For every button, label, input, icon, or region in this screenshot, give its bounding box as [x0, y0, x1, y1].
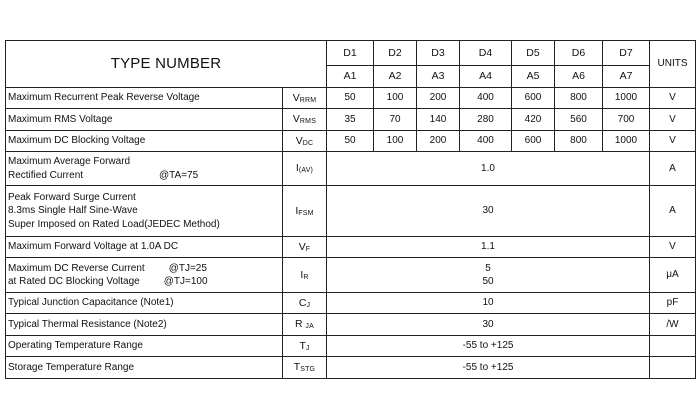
- merged-value-cell: 30: [327, 186, 650, 237]
- symbol-letter: T: [299, 339, 306, 352]
- parameter-line-with-condition: [8, 275, 282, 289]
- part-number-cell: D7: [603, 41, 650, 66]
- table-row: [6, 131, 696, 152]
- value-cell: 1000: [603, 88, 650, 109]
- symbol-letter: T: [293, 361, 301, 374]
- parameter-label: [6, 186, 283, 237]
- part-number-cell: A6: [555, 66, 603, 88]
- table-row: [6, 336, 696, 357]
- value-cell: 600: [512, 131, 555, 152]
- symbol-cell: [283, 131, 327, 152]
- value-cell: 400: [460, 131, 512, 152]
- symbol-letter: V: [292, 91, 300, 104]
- parameter-line: 8.3ms Single Half Sine-Wave: [8, 205, 138, 217]
- parameter-label: Operating Temperature Range: [6, 336, 283, 357]
- table-row: [6, 109, 696, 131]
- parameter-line: Peak Forward Surge Current: [8, 191, 136, 203]
- value-cell: 200: [417, 88, 460, 109]
- value-cell: 420: [512, 109, 555, 131]
- value-cell: 35: [327, 109, 374, 131]
- symbol-subscript: DC: [302, 139, 314, 147]
- value-line: 50: [482, 276, 494, 287]
- parameter-label: Maximum Recurrent Peak Reverse Voltage: [6, 88, 283, 109]
- parameter-line: Maximum DC Reverse Current: [8, 262, 145, 274]
- table-row: [6, 88, 696, 109]
- unit-cell: /W: [650, 314, 696, 336]
- symbol-cell: [283, 258, 327, 293]
- parameter-line: Super Imposed on Rated Load(JEDEC Method): [8, 218, 220, 230]
- parameter-line: Maximum Average Forward: [8, 156, 131, 167]
- symbol-subscript: J: [306, 301, 311, 309]
- symbol-subscript: FSM: [298, 209, 314, 217]
- part-number-cell: D6: [555, 41, 603, 66]
- value-cell: 800: [555, 131, 603, 152]
- part-number-cell: A7: [603, 66, 650, 88]
- merged-value-cell: 1.1: [327, 237, 650, 258]
- parameter-label: [6, 258, 283, 293]
- symbol-cell: [283, 109, 327, 131]
- symbol-letter: I: [295, 204, 299, 217]
- value-cell: 1000: [603, 131, 650, 152]
- units-heading: UNITS: [650, 41, 696, 88]
- part-number-cell: D3: [417, 41, 460, 66]
- parameter-line-with-condition: [8, 262, 282, 276]
- part-number-cell: A1: [327, 66, 374, 88]
- symbol-cell: [283, 88, 327, 109]
- value-cell: 700: [603, 109, 650, 131]
- value-line: 5: [485, 262, 491, 274]
- part-number-cell: A2: [374, 66, 417, 88]
- symbol-cell: [283, 314, 327, 336]
- parameter-label: Storage Temperature Range: [6, 357, 283, 379]
- parameter-label: Maximum DC Blocking Voltage: [6, 131, 283, 152]
- parameter-line: Rectified Current: [8, 169, 84, 181]
- symbol-subscript: R: [303, 273, 309, 281]
- value-cell: 400: [460, 88, 512, 109]
- table-row: [6, 293, 696, 314]
- part-number-cell: D5: [512, 41, 555, 66]
- parameter-label: [6, 152, 283, 186]
- unit-cell: V: [650, 88, 696, 109]
- unit-cell: [650, 357, 696, 379]
- value-cell: 600: [512, 88, 555, 109]
- test-condition: @TJ=100: [163, 276, 208, 287]
- test-condition: @TJ=25: [168, 262, 207, 274]
- merged-value-cell: [327, 258, 650, 293]
- parameter-label: Typical Junction Capacitance (Note1): [6, 293, 283, 314]
- unit-cell: V: [650, 131, 696, 152]
- value-cell: 50: [327, 88, 374, 109]
- symbol-subscript: STG: [300, 366, 316, 374]
- symbol-cell: [283, 237, 327, 258]
- unit-cell: [650, 336, 696, 357]
- value-cell: 70: [374, 109, 417, 131]
- value-cell: 280: [460, 109, 512, 131]
- part-number-cell: D2: [374, 41, 417, 66]
- symbol-cell: [283, 357, 327, 379]
- table-row: [6, 237, 696, 258]
- value-cell: 140: [417, 109, 460, 131]
- symbol-subscript: RRM: [299, 96, 317, 104]
- symbol-cell: [283, 186, 327, 237]
- parameter-label: Typical Thermal Resistance (Note2): [6, 314, 283, 336]
- part-number-cell: A5: [512, 66, 555, 88]
- parameter-line: at Rated DC Blocking Voltage: [8, 276, 140, 287]
- merged-value-cell: 1.0: [327, 152, 650, 186]
- part-number-cell: D1: [327, 41, 374, 66]
- symbol-letter: C: [298, 296, 307, 309]
- symbol-letter: R: [295, 318, 303, 331]
- symbol-subscript: (AV): [298, 167, 314, 175]
- parameter-label: Maximum RMS Voltage: [6, 109, 283, 131]
- value-cell: 100: [374, 88, 417, 109]
- symbol-subscript: JA: [305, 323, 314, 331]
- symbol-letter: V: [295, 134, 303, 147]
- unit-cell: A: [650, 152, 696, 186]
- value-cell: 50: [327, 131, 374, 152]
- symbol-cell: [283, 336, 327, 357]
- part-number-cell: A3: [417, 66, 460, 88]
- parameter-line-with-condition: [8, 169, 282, 183]
- parameter-label: Maximum Forward Voltage at 1.0A DC: [6, 237, 283, 258]
- unit-cell: pF: [650, 293, 696, 314]
- symbol-letter: I: [300, 268, 304, 281]
- value-cell: 800: [555, 88, 603, 109]
- table-row: [6, 357, 696, 379]
- unit-cell: μA: [650, 258, 696, 293]
- symbol-subscript: J: [305, 344, 310, 352]
- symbol-letter: V: [298, 240, 306, 253]
- symbol-letter: V: [292, 113, 300, 126]
- value-cell: 100: [374, 131, 417, 152]
- merged-value-cell: 10: [327, 293, 650, 314]
- symbol-cell: [283, 293, 327, 314]
- spec-sheet: [5, 40, 696, 379]
- ratings-table: [5, 40, 696, 379]
- symbol-letter: I: [295, 162, 299, 175]
- table-row: [6, 186, 696, 237]
- table-row: [6, 314, 696, 336]
- symbol-subscript: F: [305, 245, 311, 253]
- unit-cell: V: [650, 237, 696, 258]
- unit-cell: A: [650, 186, 696, 237]
- symbol-cell: [283, 152, 327, 186]
- merged-value-cell: 30: [327, 314, 650, 336]
- header-row-1: [6, 41, 696, 66]
- test-condition: @TA=75: [159, 169, 199, 181]
- unit-cell: V: [650, 109, 696, 131]
- table-row: [6, 152, 696, 186]
- part-number-cell: D4: [460, 41, 512, 66]
- merged-value-cell: -55 to +125: [327, 357, 650, 379]
- part-number-cell: A4: [460, 66, 512, 88]
- table-row: [6, 258, 696, 293]
- table-body: [6, 41, 696, 379]
- value-cell: 560: [555, 109, 603, 131]
- type-number-heading: TYPE NUMBER: [6, 41, 327, 88]
- merged-value-cell: -55 to +125: [327, 336, 650, 357]
- value-cell: 200: [417, 131, 460, 152]
- symbol-subscript: RMS: [299, 118, 317, 126]
